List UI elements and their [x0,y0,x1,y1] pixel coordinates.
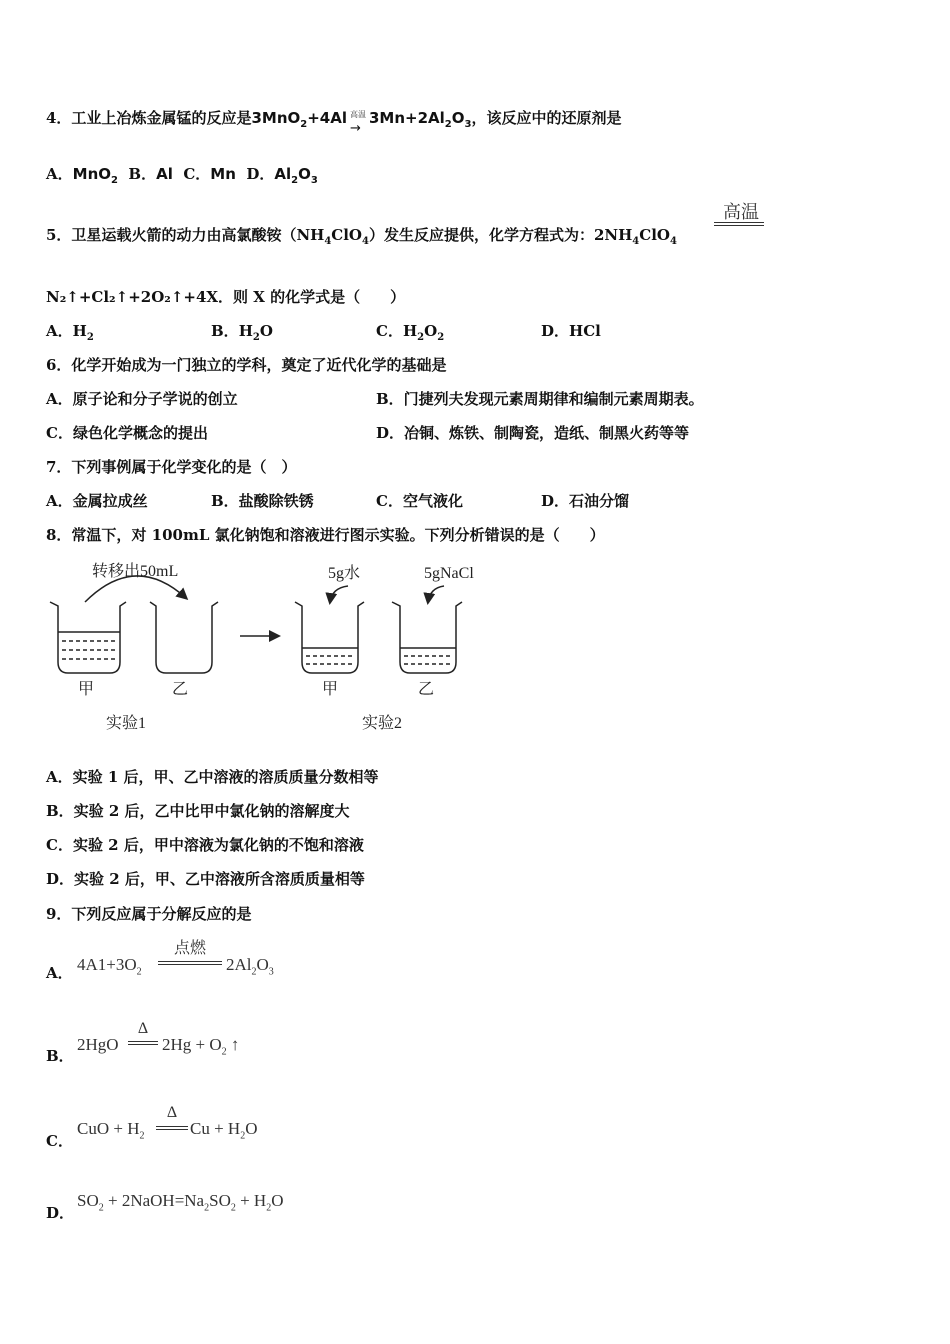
beaker-label-yi-1: 乙 [172,681,189,698]
q8-experiment-figure [40,558,520,743]
beaker-jia-2 [295,602,364,673]
beaker-label-yi-2: 乙 [418,681,435,698]
q4-stem-text: 4．工业上冶炼金属锰的反应是 [46,109,252,127]
water-arrow [330,586,348,602]
q9-option-a-product: $2Al_2O_3$ [226,955,274,978]
q5-line2: N₂↑+Cl₂↑+2O₂↑+4X．则 X 的化学式是（ ） [46,288,406,306]
q9-option-a-equation: $4A1+3O_2$ [77,955,142,978]
nacl-arrow [428,586,444,602]
q9-stem: 9．下列反应属于分解反应的是 [46,905,252,923]
q9-option-d-label[interactable]: D． [46,1204,75,1222]
q7-option-d[interactable]: D．石油分馏 [541,492,630,510]
q7-option-b[interactable]: B．盐酸除铁锈 [211,492,314,510]
q4-stem-tail: ，该反应中的还原剂是 [471,109,622,127]
q9-option-c-condition: Δ [166,1104,178,1121]
q6-stem: 6．化学开始成为一门独立的学科，奠定了近代化学的基础是 [46,356,447,374]
q9-option-c-equals [156,1126,188,1130]
q9-option-a-label[interactable]: A． [46,964,73,982]
q9-option-b-equals [128,1041,158,1045]
q9-option-b-condition: Δ [137,1020,149,1037]
q4-option-d[interactable]: D．$Al_2O_3$ [246,165,318,186]
q8-option-a[interactable]: A．实验 1 后，甲、乙中溶液的溶质质量分数相等 [46,768,379,786]
q5-option-c[interactable]: C．$H_2O_2$ [376,322,445,343]
q6-option-c[interactable]: C．绿色化学概念的提出 [46,424,208,442]
q6-option-d[interactable]: D．冶铜、炼铁、制陶瓷，造纸、制黑火药等等 [376,424,690,442]
water-label: 5g水 [328,565,361,582]
q9-option-c-label[interactable]: C． [46,1132,73,1150]
q9-option-b-label[interactable]: B． [46,1047,74,1065]
q9-option-c-equation: CuO + $H_2$ [77,1119,145,1142]
q4-condition: 高温 [349,110,366,119]
q9-option-d-equation: $SO_2$ + $2NaOH=Na_2SO_2 + H_2O$ [77,1191,284,1214]
q4-equation: 3MnO$_2$+4Al 高温 → $3Mn+2Al_2O_3$ [251,109,471,127]
experiment-2-label: 实验2 [362,715,403,732]
q6-option-a[interactable]: A．原子论和分子学说的创立 [46,390,238,408]
q4-arrow: → [349,121,361,136]
q7-option-c[interactable]: C．空气液化 [376,492,463,510]
q7-option-a[interactable]: A．金属拉成丝 [46,492,148,510]
q8-option-d[interactable]: D．实验 2 后，甲、乙中溶液所含溶质质量相等 [46,870,365,888]
q8-stem: 8．常温下，对 100mL 氯化钠饱和溶液进行图示实验。下列分析错误的是（ ） [46,526,605,544]
q5-option-b[interactable]: B．$H_2O$ [211,322,273,343]
q6-option-b[interactable]: B．门捷列夫发现元素周期律和编制元素周期表。 [376,390,704,408]
q5-condition: 高温 [723,202,759,222]
q7-stem: 7．下列事例属于化学变化的是（ ） [46,458,297,476]
q5-equals-sign [714,222,764,226]
q9-option-a-equals [158,961,222,965]
q5-option-d[interactable]: D．HCl [541,322,601,340]
q8-option-b[interactable]: B．实验 2 后，乙中比甲中氯化钠的溶解度大 [46,802,350,820]
q5-stem: 5．卫星运载火箭的动力由高氯酸铵$(NH_4ClO_4)$发生反应提供，化学方程式为：$2NH_4ClO_4$ [46,226,677,247]
beaker-label-jia-2: 甲 [322,681,339,698]
q9-option-a-condition: 点燃 [173,940,206,957]
nacl-label: 5gNaCl [424,565,474,582]
experiment-1-label: 实验1 [106,715,147,732]
q4-option-c[interactable]: C．Mn [183,165,236,183]
q9-option-b-equation: 2HgO [77,1035,119,1054]
q8-option-c[interactable]: C．实验 2 后，甲中溶液为氯化钠的不饱和溶液 [46,836,364,854]
q5-option-a[interactable]: A．$H_2$ [46,322,94,343]
beaker-yi-2 [392,602,462,673]
q4-options [46,164,318,184]
q4-option-a[interactable]: A．MnO$_2$ [46,165,118,186]
beaker-yi-1 [150,602,218,673]
q9-option-c-product: $Cu + H_2O$ [190,1119,258,1142]
beaker-jia-1 [50,602,126,673]
q4-stem [46,108,622,136]
q4-option-b[interactable]: B．Al [128,165,173,183]
q9-option-b-product: $2Hg + O_2$ ↑ [162,1035,240,1058]
transfer-label: 转移出50mL [92,563,179,580]
beaker-label-jia-1: 甲 [78,681,95,698]
